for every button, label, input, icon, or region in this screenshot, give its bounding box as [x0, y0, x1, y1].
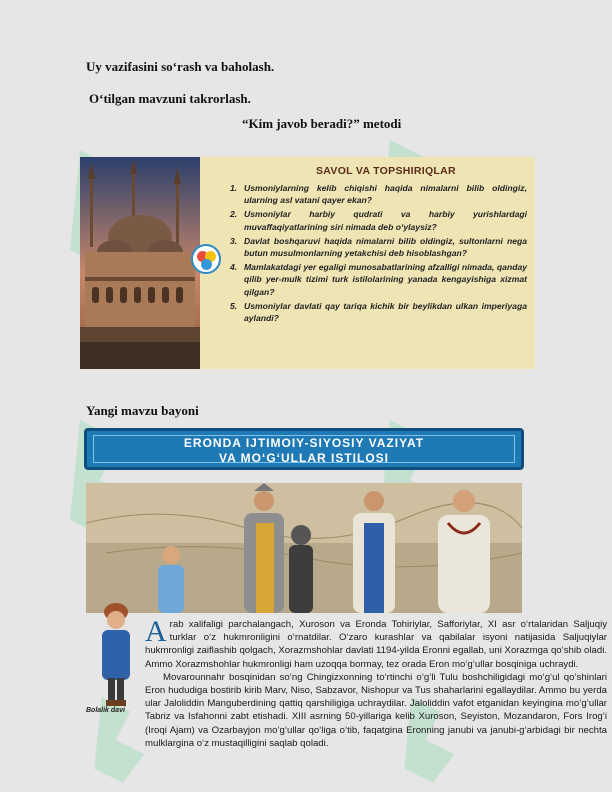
question-item: 4. Mamlakatdagi yer egaligi munosabatlarining afzalligi nimada, qanday qilib yer-mulk tizimi turk istilolarining yanada kengayishiga xizmat qilgan? — [230, 262, 527, 297]
questions-panel — [80, 157, 535, 369]
boy-figure-caption: Bolalik davi — [86, 707, 125, 714]
topic-title-banner — [84, 428, 524, 470]
question-item: 1. Usmoniylarning kelib chiqishi haqida nimalarni bilib oldingiz, ularning asl vatani qayer ekan? — [230, 183, 527, 206]
topic-body-text — [145, 615, 607, 750]
boy-figure-illustration — [94, 600, 138, 708]
question-item: 2. Usmoniylar harbiy qudrati va harbiy yurishlardagi muvaffaqiyatlarining siri nimada deb o‘ylaysiz? — [230, 209, 527, 232]
questions-title: SAVOL VA TOPSHIRIQLAR — [316, 165, 456, 177]
new-topic-heading: Yangi mavzu bayoni — [86, 403, 199, 418]
question-item: 3. Davlat boshqaruvi haqida nimalarni bilib oldingiz, sultonlarni nega butun musulmonlarning yetakchisi deb hisoblashgan? — [230, 235, 527, 259]
method-heading: “Kim javob beradi?” metodi — [242, 116, 402, 131]
review-heading: O‘tilgan mavzuni takrorlash. — [89, 91, 251, 106]
body-paragraph-2: Movarounnahr bosqinidan so‘ng Chingizxonning to‘rtinchi o‘g‘li Tulu boshchiligidagi mo‘g‘ul qo‘shinlari Eron hududiga bostirib kirib Marv, Niso, Sabzavor, Nishopur va Tus shaharlarini egallaydilar. Ammo bu yerda ular Jaloliddin Manguberdining qattiq qarshiligiga uchraydilar. Jaloliddin vafot etganidan keyingina mo‘g‘ullar Tabriz va Isfahonni zabt etishadi. XIII asrning 50-yillariga kelib Xuroson, Seyiston, Mozandaron, Fors Irog‘i (Iroqi Ajam) va Ozarbayjon mo‘g‘ullar qo‘liga o‘tib, faqatgina Eronning janubi va janubi-g‘arbidagi bir nechta mulklargina o‘z mustaqilligini saqlab qoladi. — [145, 671, 607, 749]
historical-figures-illustration — [86, 483, 522, 613]
questions-badge-icon — [191, 244, 221, 274]
body-paragraph-1: Arab xalifaligi parchalangach, Xuroson va Eronda Tohiriylar, Safforiylar, XI asr o‘rtalaridan Saljuqiy turklar o‘z hukmronligini o‘rnatdilar. O‘zaro kurashlar va qabilalar isyoni natijasida Saljuqiylar hukmronligi zaiflashib qolgach, Xorazmshohlar davlati 1194-yilda Eronni egallab, uni Xorazmga qo‘shib oladi. Ammo Xorazmshohlar hukmronligi ham uzoqqa bormay, tez orada Eron mo‘g‘ullar bosqiniga uchraydi. — [145, 615, 607, 670]
mosque-illustration — [80, 157, 200, 369]
banner-line-2: VA MO‘G‘ULLAR ISTILOSI — [219, 451, 389, 465]
drop-cap: A — [145, 615, 167, 648]
question-item: 5. Usmoniylar davlati qay tariqa kichik bir beylikdan ulkan imperiyaga aylandi? — [230, 300, 527, 324]
banner-line-1: ERONDA IJTIMOIY-SIYOSIY VAZIYAT — [183, 436, 425, 450]
homework-heading: Uy vazifasini so‘rash va baholash. — [86, 59, 275, 74]
questions-list — [230, 182, 527, 326]
